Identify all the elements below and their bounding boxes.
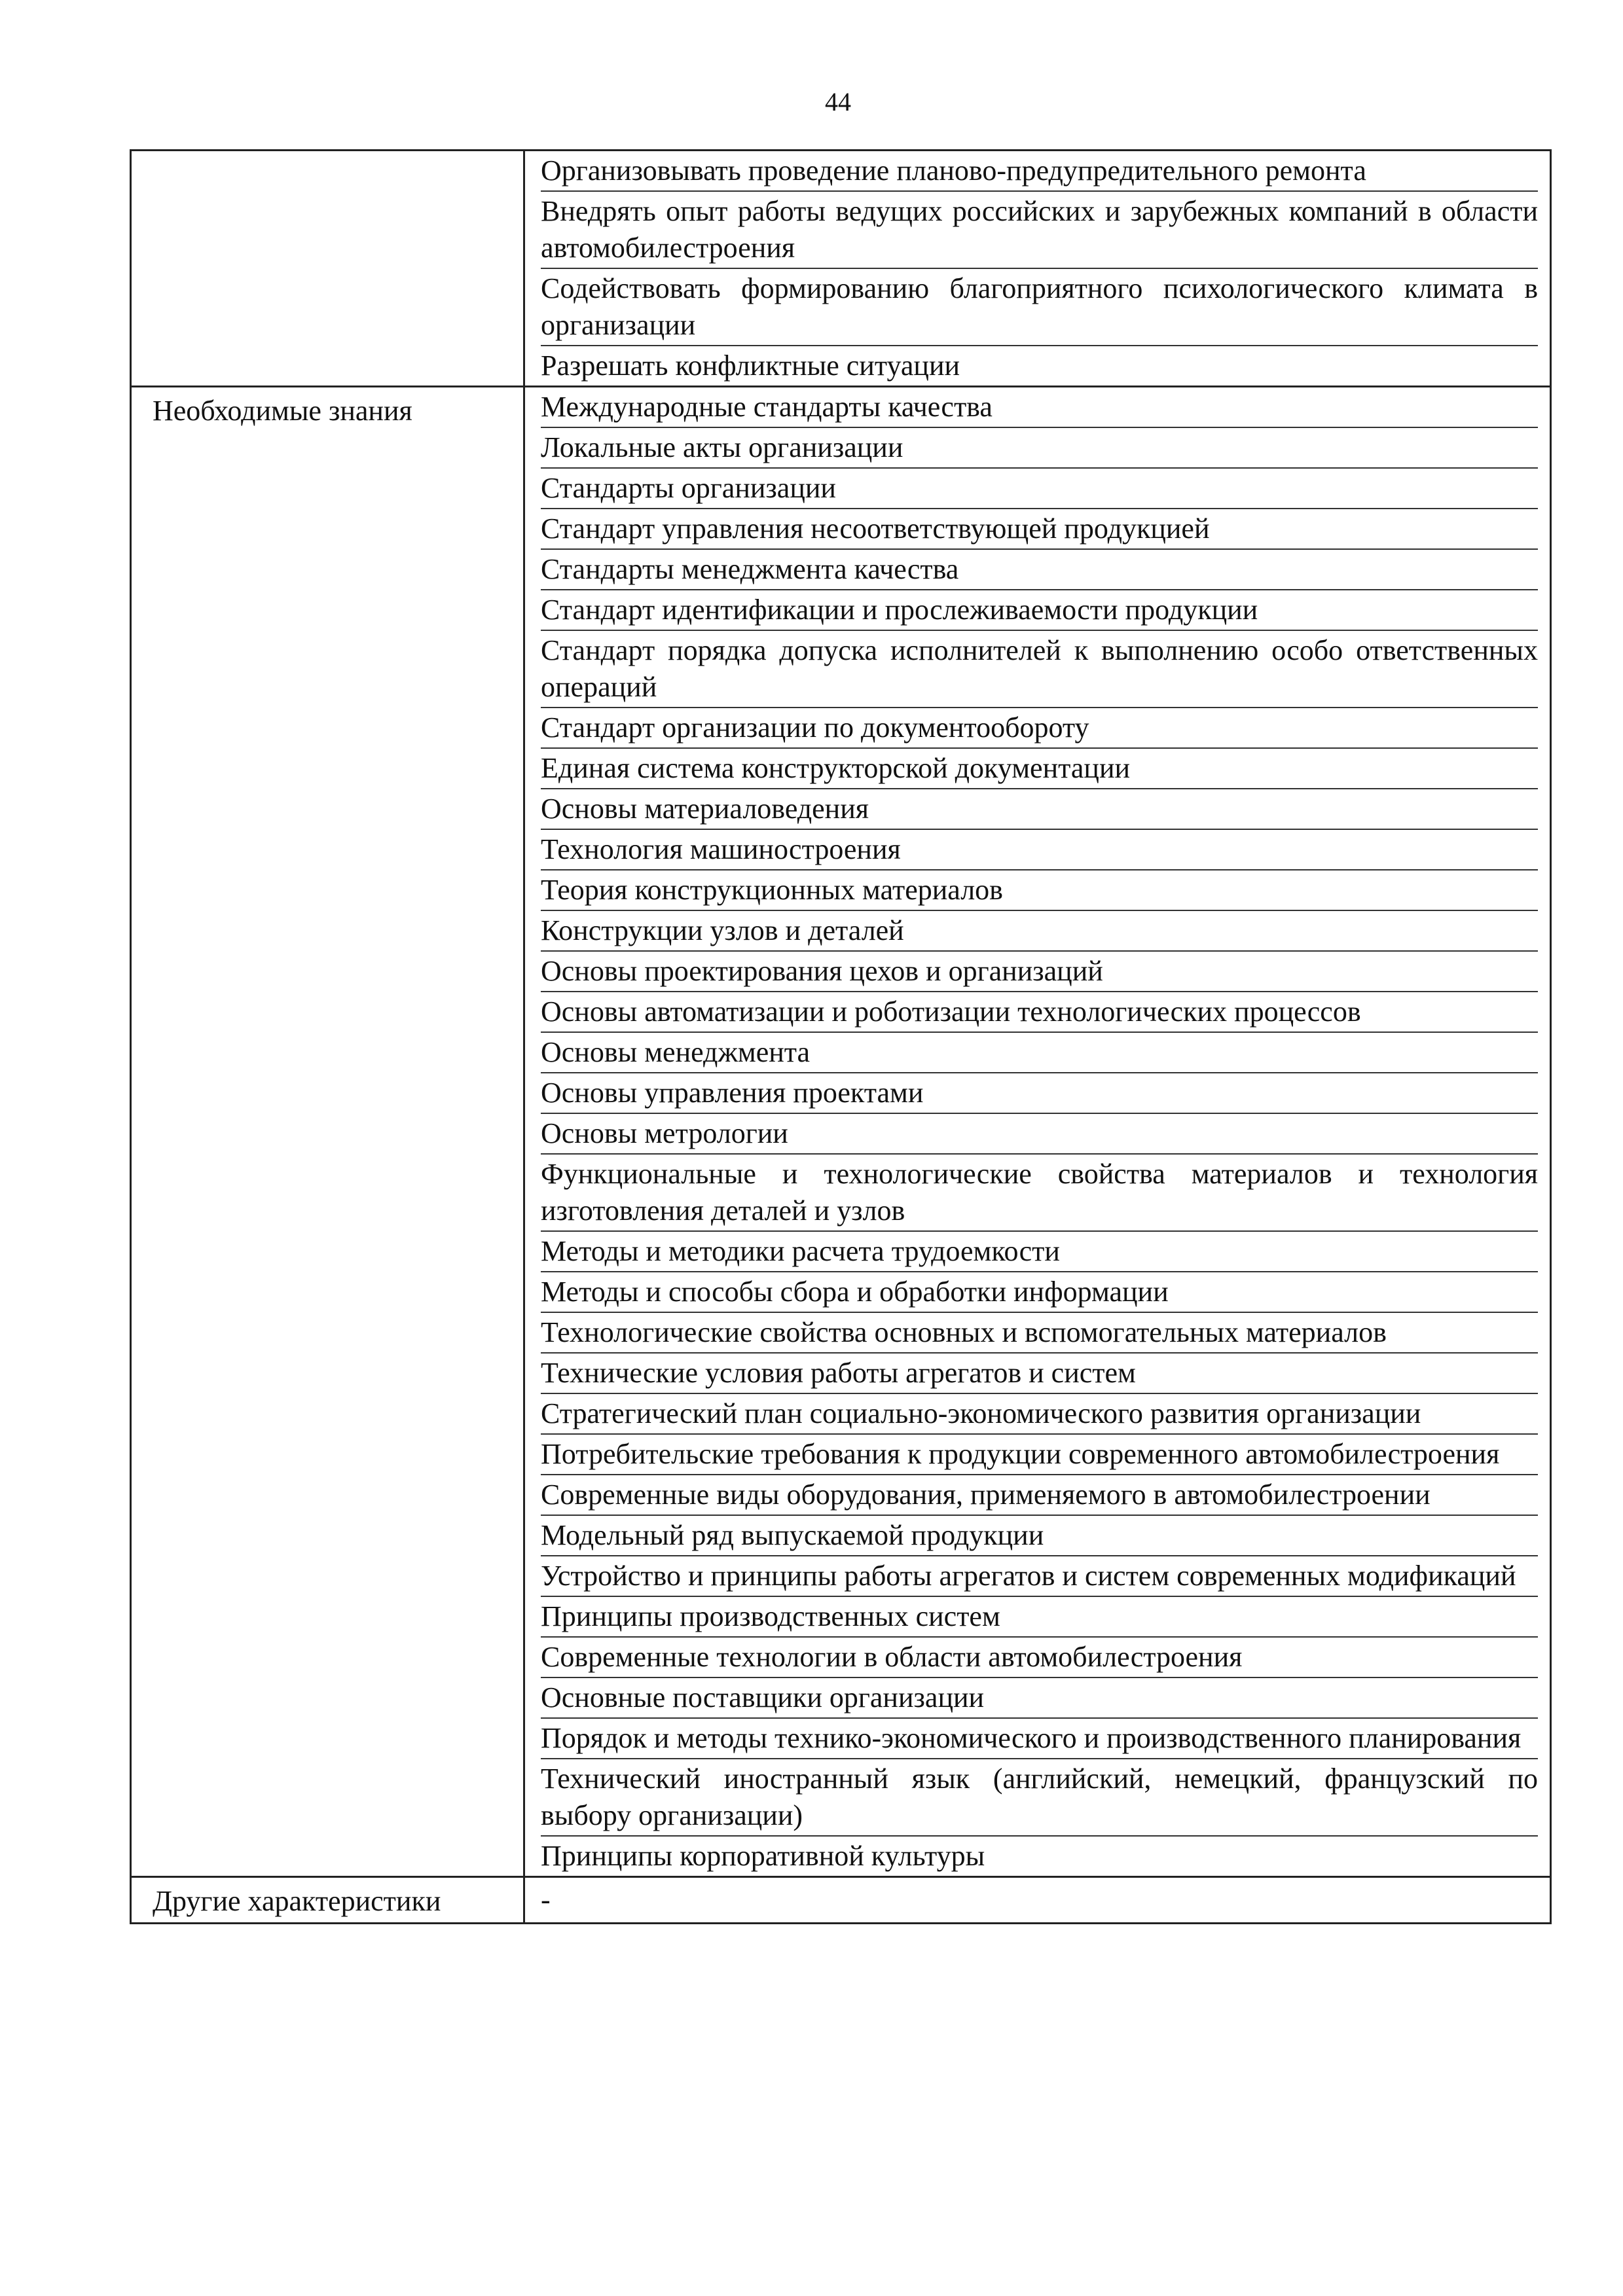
list-item: Принципы производственных систем <box>541 1597 1538 1638</box>
list-item: Разрешать конфликтные ситуации <box>541 350 960 382</box>
row-label: Необходимые знания <box>131 387 524 1877</box>
list-item: Принципы корпоративной культуры <box>541 1840 985 1872</box>
list-item: Внедрять опыт работы ведущих российских и зарубежных компаний в области автомобилестроения <box>541 192 1538 269</box>
list-item: Стандарт порядка допуска исполнителей к выполнению особо ответственных операций <box>541 631 1538 708</box>
list-item: Стандарты менеджмента качества <box>541 550 1538 590</box>
list-item: Технический иностранный язык (английский, немецкий, французский по выбору организации) <box>541 1759 1538 1837</box>
row-items <box>524 1877 1551 1924</box>
list-item: Основы управления проектами <box>541 1073 1538 1114</box>
table-body <box>131 151 1551 1924</box>
list-item: Стандарт управления несоответствующей продукцией <box>541 509 1538 550</box>
table-row <box>131 387 1551 1877</box>
list-item: Основные поставщики организации <box>541 1678 1538 1719</box>
list-item: Основы автоматизации и роботизации технологических процессов <box>541 992 1538 1033</box>
list-item: Стандарты организации <box>541 469 1538 509</box>
list-item: Методы и методики расчета трудоемкости <box>541 1232 1538 1272</box>
qualification-table <box>130 149 1552 1924</box>
list-item: Теория конструкционных материалов <box>541 870 1538 911</box>
list-item: Международные стандарты качества <box>541 387 1538 428</box>
page-number: 44 <box>825 87 851 117</box>
list-item: Технологические свойства основных и вспомогательных материалов <box>541 1313 1538 1354</box>
list-item: Основы менеджмента <box>541 1033 1538 1073</box>
list-item: Конструкции узлов и деталей <box>541 911 1538 952</box>
list-item: Организовывать проведение планово-предупредительного ремонта <box>541 151 1538 192</box>
list-item: Порядок и методы технико-экономического и производственного планирования <box>541 1719 1538 1759</box>
table-row <box>131 1877 1551 1924</box>
list-item: Стандарт организации по документообороту <box>541 708 1538 749</box>
list-item: Основы метрологии <box>541 1114 1538 1155</box>
row-label <box>131 151 524 387</box>
list-item: Потребительские требования к продукции современного автомобилестроения <box>541 1435 1538 1475</box>
list-item: Технические условия работы агрегатов и систем <box>541 1354 1538 1394</box>
list-item: Стратегический план социально-экономического развития организации <box>541 1394 1538 1435</box>
table-row <box>131 151 1551 387</box>
list-item: Функциональные и технологические свойства материалов и технология изготовления деталей и узлов <box>541 1155 1538 1232</box>
list-item: Технология машиностроения <box>541 830 1538 870</box>
row-items <box>524 151 1551 387</box>
list-item: Основы материаловедения <box>541 789 1538 830</box>
list-item: Современные виды оборудования, применяемого в автомобилестроении <box>541 1475 1538 1516</box>
list-item: Методы и способы сбора и обработки информации <box>541 1272 1538 1313</box>
list-item: - <box>541 1884 551 1916</box>
row-label: Другие характеристики <box>131 1877 524 1924</box>
row-items <box>524 387 1551 1877</box>
list-item: Единая система конструкторской документации <box>541 749 1538 789</box>
list-item: Модельный ряд выпускаемой продукции <box>541 1516 1538 1556</box>
list-item: Устройство и принципы работы агрегатов и систем современных модификаций <box>541 1556 1538 1597</box>
list-item: Современные технологии в области автомобилестроения <box>541 1638 1538 1678</box>
list-item: Локальные акты организации <box>541 428 1538 469</box>
list-item: Основы проектирования цехов и организаций <box>541 952 1538 992</box>
list-item: Содействовать формированию благоприятного психологического климата в организации <box>541 269 1538 346</box>
list-item: Стандарт идентификации и прослеживаемости продукции <box>541 590 1538 631</box>
